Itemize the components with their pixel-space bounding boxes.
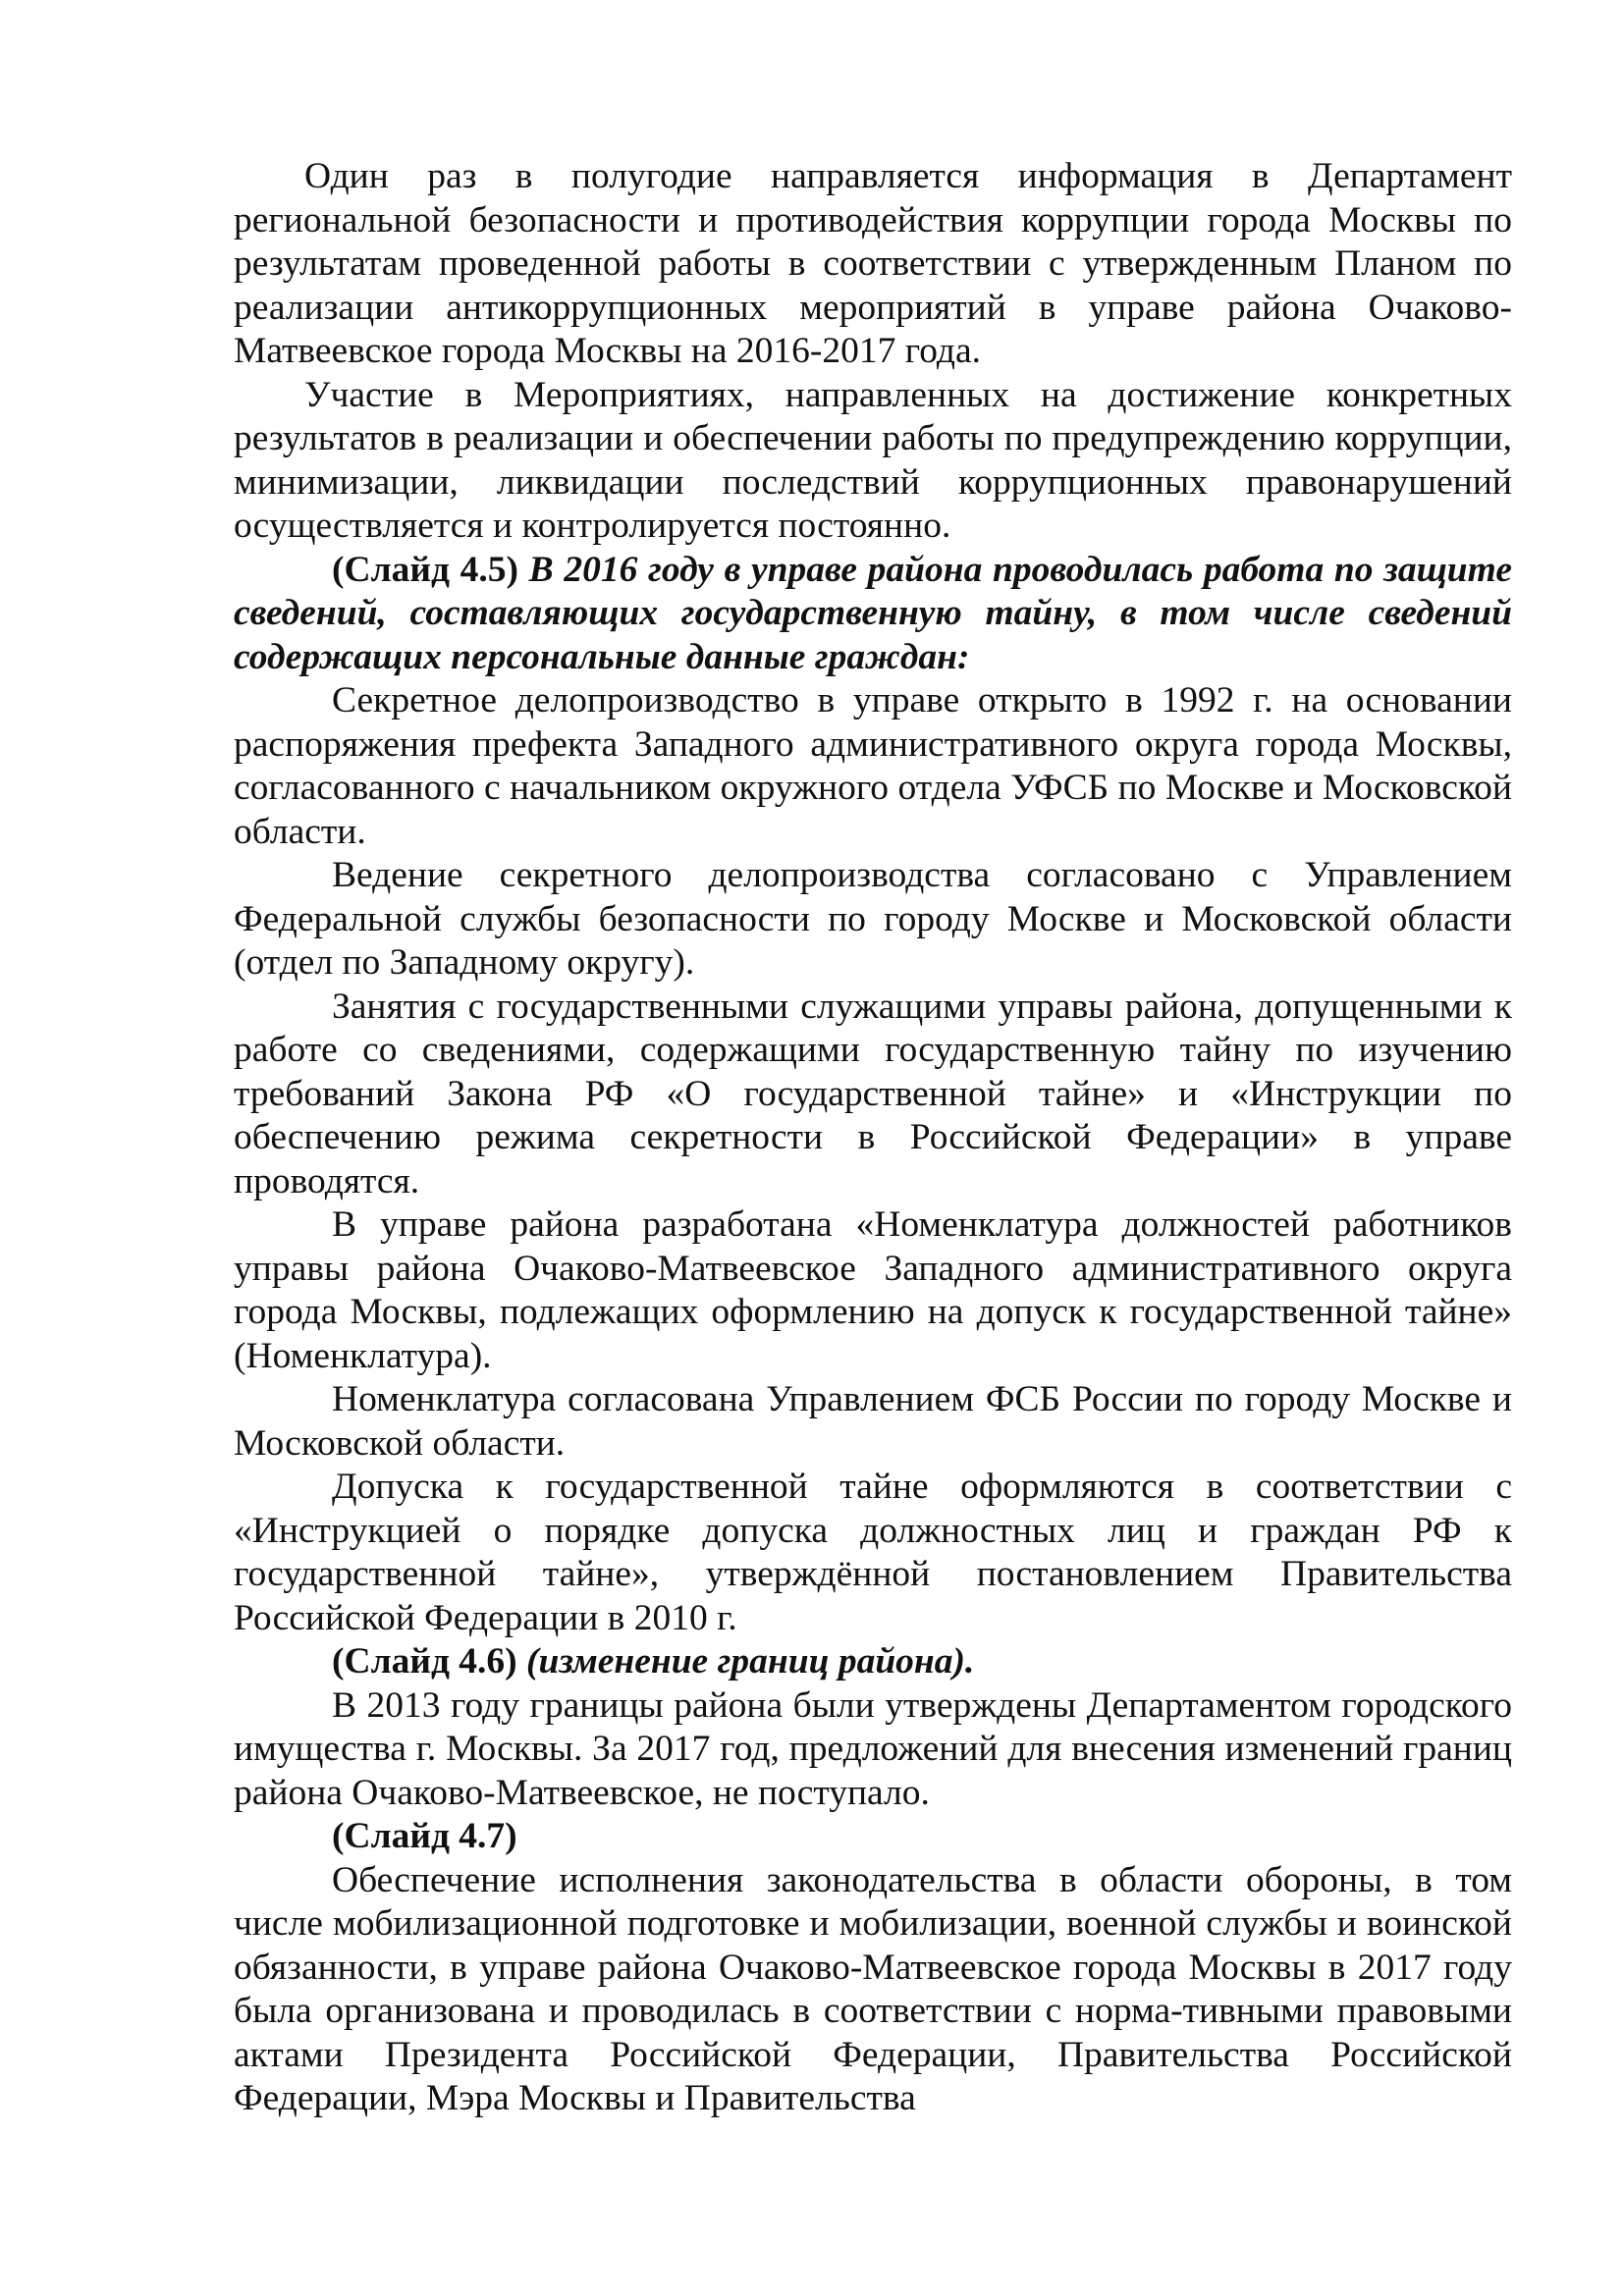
paragraph-anticorruption-measures: Участие в Мероприятиях, направленных на достижение конкретных результатов в реализации и обеспечении работы по предупреждению коррупции, минимизации, ликвидации последствий коррупционных правонарушений осуществляется и контролируется постоянно. <box>234 374 1512 546</box>
slide-reference-4-7: (Слайд 4.7) <box>332 1816 517 1856</box>
slide-4-5-heading: В 2016 году в управе района проводилась работа по защите сведений, составляющих государственную тайну, в том числе сведений содержащих персональные данные граждан: <box>234 549 1512 677</box>
paragraph-defense-legislation: Обеспечение исполнения законодательства в области обороны, в том числе мобилизационной подготовке и мобилизации, военной службы и воинской обязанности, в управе района Очаково-Матвеевское города Москвы в 2017 году была организована и проводилась в соответствии с норма-тивными правовыми актами Президента Российской Федерации, Правительства Российской Федерации, Мэра Москвы и Правительства <box>234 1859 1512 2118</box>
paragraph-slide-4-7 <box>234 1815 1512 1859</box>
document-body <box>234 155 1512 2121</box>
paragraph-staff-training: Занятия с государственными служащими управы района, допущенными к работе со сведениями, содержащими государственную тайну по изучению требований Закона РФ «О государственной тайне» и «Инструкции по обеспечению режима секретности в Российской Федерации» в управе проводятся. <box>234 986 1512 1201</box>
slide-reference-4-5: (Слайд 4.5) <box>332 549 518 590</box>
paragraph-semiannual-report: Один раз в полугодие направляется информация в Департамент региональной безопасности и противодействия коррупции города Москвы по результатам проведенной работы в соответствии с утвержденным Планом по реализации антикоррупционных мероприятий в управе района Очаково-Матвеевское города Москвы на 2016-2017 года. <box>234 156 1512 371</box>
paragraph-nomenclature-approval: Номенклатура согласована Управлением ФСБ России по городу Москве и Московской области. <box>234 1379 1512 1464</box>
paragraph-secret-records: Секретное делопроизводство в управе открыто в 1992 г. на основании распоряжения префекта Западного административного округа города Москвы, согласованного с начальником окружного отдела УФСБ по Москве и Московской области. <box>234 680 1512 852</box>
paragraph-slide-4-5 <box>234 549 1512 680</box>
paragraph-slide-4-6 <box>234 1640 1512 1684</box>
paragraph-clearance: Допуска к государственной тайне оформляются в соответствии с «Инструкцией о порядке допуска должностных лиц и граждан РФ к государственной тайне», утверждённой постановлением Правительства Российской Федерации в 2010 г. <box>234 1467 1512 1638</box>
paragraph-nomenclature: В управе района разработана «Номенклатура должностей работников управы района Очаково-Матвеевское Западного административного округа города Москвы, подлежащих оформлению на допуск к государственной тайне» (Номенклатура). <box>234 1204 1512 1376</box>
paragraph-district-boundaries: В 2013 году границы района были утверждены Департаментом городского имущества г. Москвы. За 2017 год, предложений для внесения изменений границ района Очаково-Матвеевское, не поступало. <box>234 1684 1512 1813</box>
paragraph-fsb-agreement: Ведение секретного делопроизводства согласовано с Управлением Федеральной службы безопасности по городу Москве и Московской области (отдел по Западному округу). <box>234 855 1512 983</box>
slide-4-6-heading: (изменение границ района). <box>516 1641 975 1682</box>
slide-reference-4-6: (Слайд 4.6) <box>332 1641 517 1682</box>
